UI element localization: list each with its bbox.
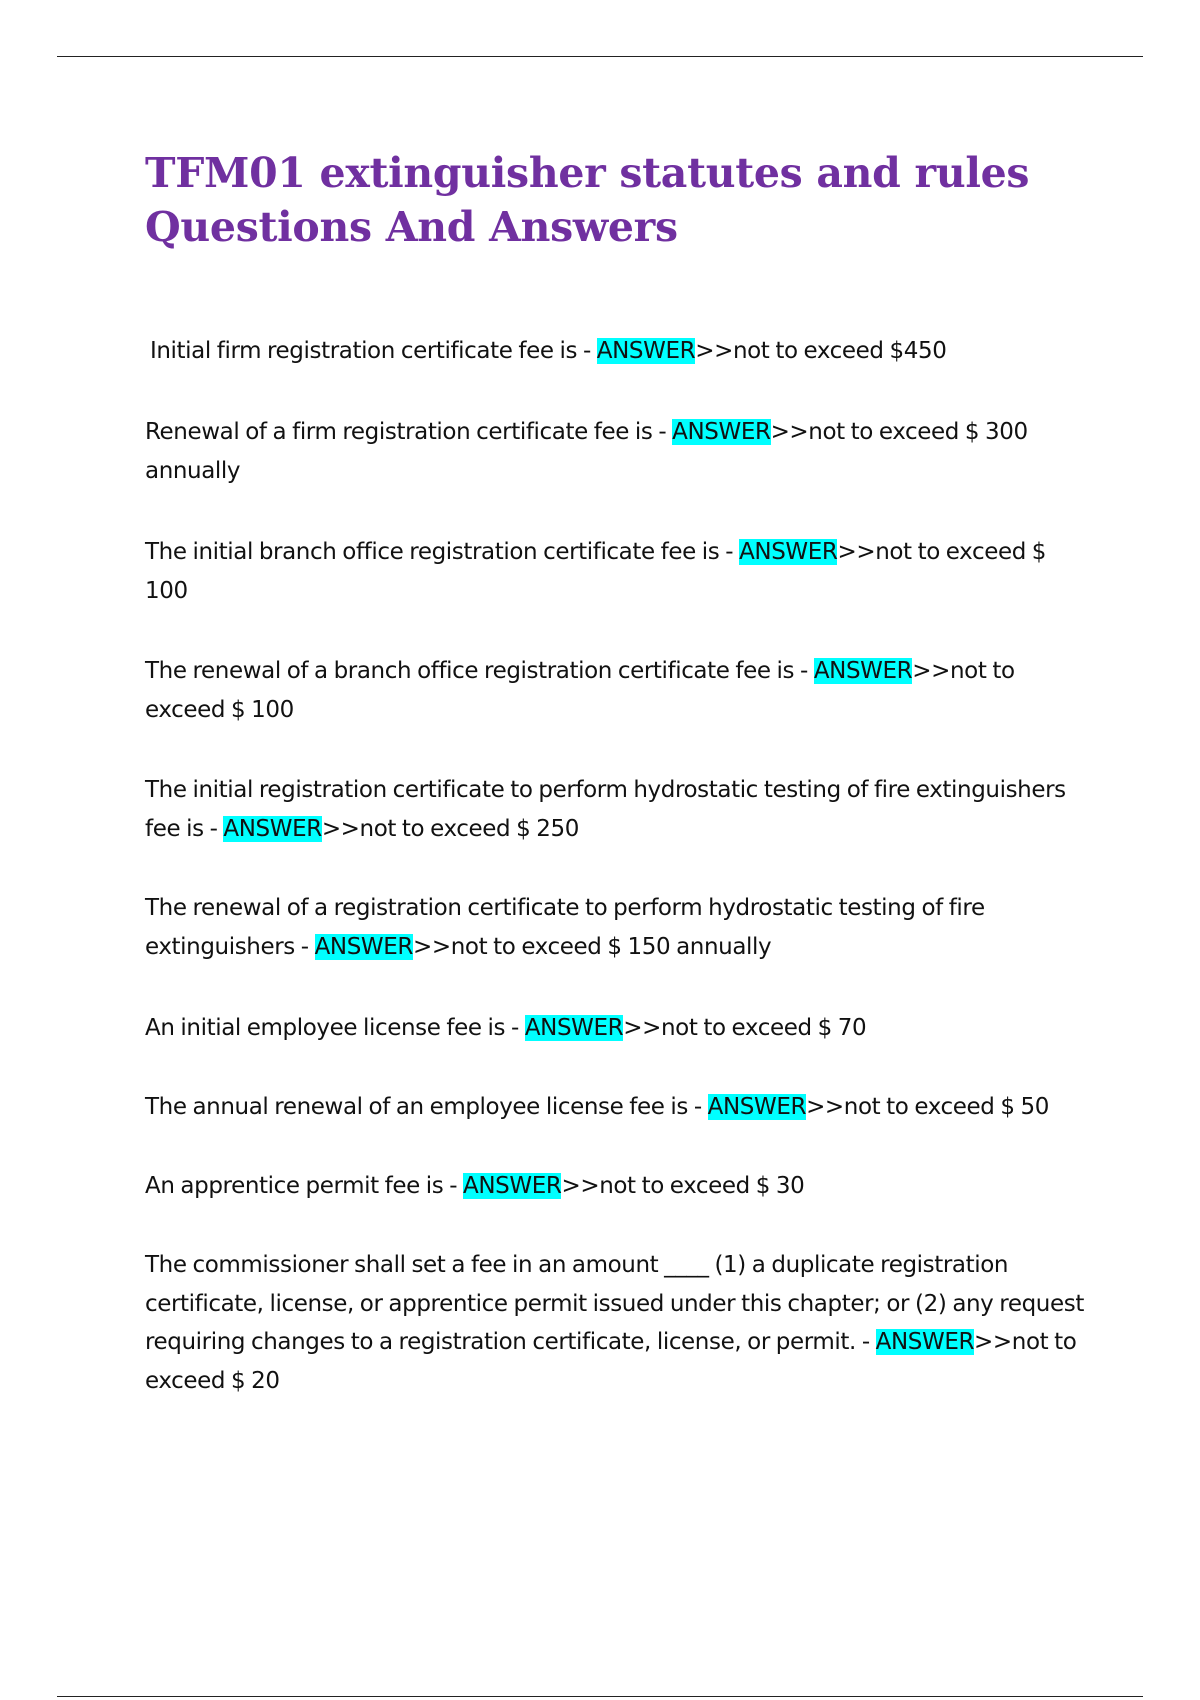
answer-text: >>not to exceed $ 150 annually	[413, 933, 772, 960]
answer-label: ANSWER	[314, 933, 413, 960]
answer-text: >>not to exceed $ 70	[623, 1015, 867, 1041]
qa-item	[145, 1167, 1085, 1206]
qa-item	[145, 1088, 1085, 1127]
qa-item	[145, 533, 1085, 610]
answer-label: ANSWER	[707, 1094, 807, 1120]
footer-rule	[57, 1696, 1143, 1697]
answer-label: ANSWER	[813, 658, 913, 684]
question-text: The renewal of a branch office registration certificate fee is -	[145, 658, 814, 684]
qa-item	[150, 332, 1090, 371]
answer-text: >>not to exceed $ 250	[321, 815, 579, 842]
answer-text: >>not to exceed $ 300 annually	[145, 419, 1028, 484]
answer-label: ANSWER	[596, 338, 696, 364]
question-text: The renewal of a registration certificate to perform hydrostatic testing of fire extinguishers -	[145, 895, 985, 960]
answer-label: ANSWER	[524, 1015, 624, 1041]
answer-label: ANSWER	[223, 815, 322, 842]
qa-item	[145, 889, 1085, 966]
qa-item	[145, 652, 1085, 729]
question-text: The commissioner shall set a fee in an amount ____ (1) a duplicate registration certificate, license, or apprentice permit issued under this chapter; or (2) any request requiring changes to a registration certificate, license, or permit. -	[145, 1252, 1084, 1355]
qa-item	[145, 1246, 1085, 1400]
document-title: TFM01 extinguisher statutes and rules Questions And Answers	[145, 149, 1030, 251]
answer-text: >>not to exceed $ 100	[145, 539, 1047, 604]
answer-text: >>not to exceed $450	[695, 338, 947, 364]
question-text: The initial branch office registration certificate fee is -	[145, 539, 740, 565]
answer-text: >>not to exceed $ 100	[145, 658, 1015, 723]
header-rule	[57, 56, 1143, 57]
question-text: The initial registration certificate to perform hydrostatic testing of fire extinguishers fee is -	[145, 777, 1066, 842]
answer-text: >>not to exceed $ 30	[561, 1173, 805, 1199]
qa-item	[145, 413, 1085, 490]
question-text: An initial employee license fee is -	[145, 1015, 525, 1041]
qa-item	[145, 1009, 1085, 1048]
answer-text: >>not to exceed $ 20	[145, 1329, 1077, 1394]
question-text: An apprentice permit fee is -	[145, 1173, 464, 1199]
answer-label: ANSWER	[463, 1173, 562, 1199]
question-text: Initial firm registration certificate fee is -	[150, 338, 597, 364]
answer-label: ANSWER	[739, 539, 838, 565]
answer-text: >>not to exceed $ 50	[806, 1094, 1050, 1120]
qa-item	[145, 771, 1085, 848]
answer-label: ANSWER	[672, 419, 771, 445]
question-text: Renewal of a firm registration certificate fee is -	[145, 419, 673, 445]
answer-label: ANSWER	[875, 1329, 975, 1355]
question-text: The annual renewal of an employee license fee is -	[145, 1094, 708, 1120]
